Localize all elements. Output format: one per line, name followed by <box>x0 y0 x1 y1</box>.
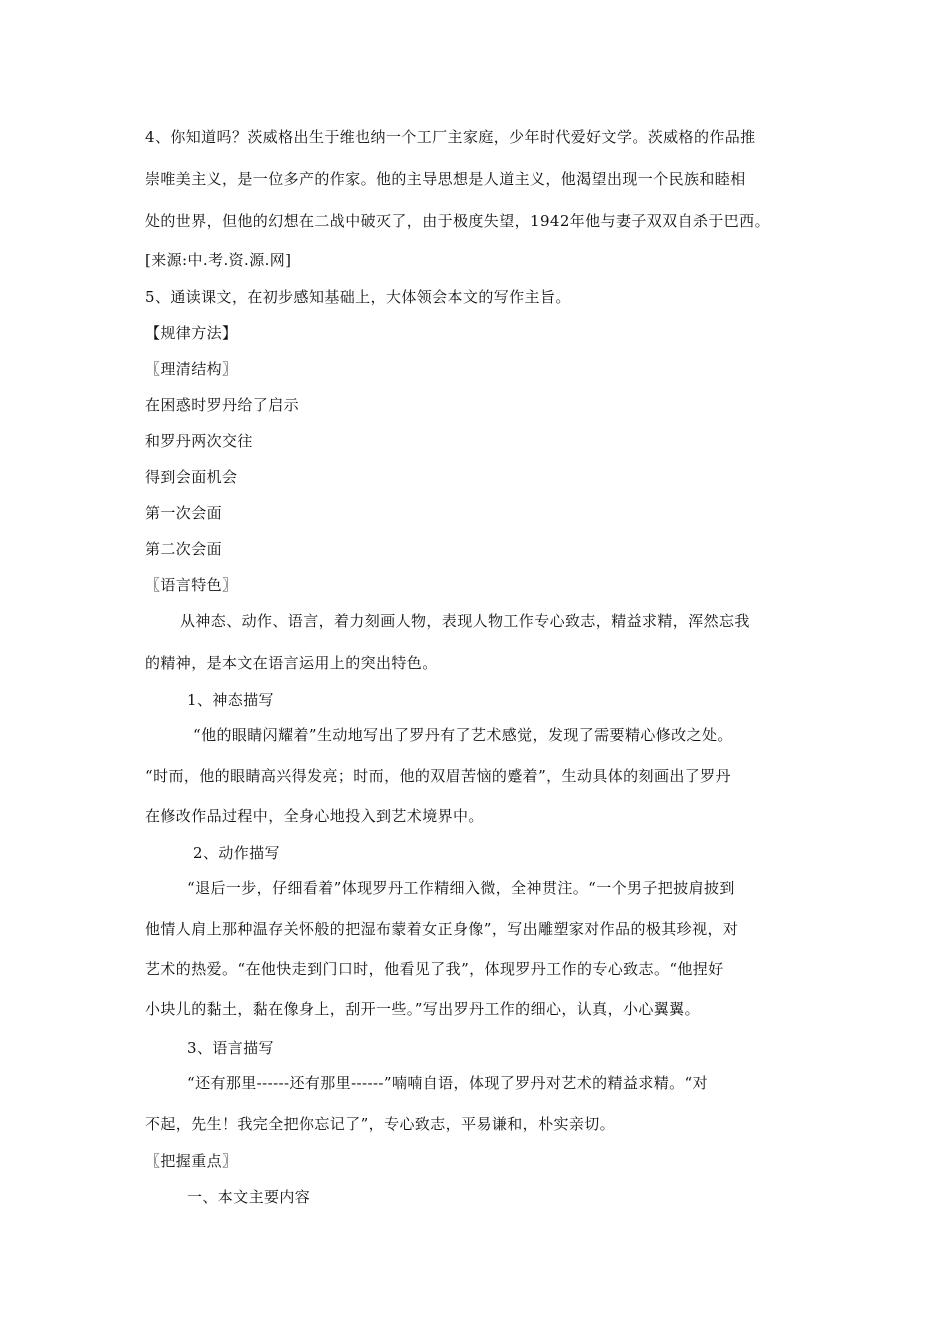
subsection-title-expression: 1、神态描写 <box>187 691 274 709</box>
paragraph-5: 5、通读课文，在初步感知基础上，大体领会本文的写作主旨。 <box>145 288 571 306</box>
subsection-title-action: 2、动作描写 <box>193 844 280 862</box>
structure-item: 第一次会面 <box>145 504 223 522</box>
speech-line-1: “还有那里------还有那里------”喃喃自语，体现了罗丹对艺术的精益求精。“对 <box>187 1074 709 1092</box>
language-heading: 〖语言特色〗 <box>145 576 238 594</box>
language-intro-line-1: 从神态、动作、语言，着力刻画人物，表现人物工作专心致志，精益求精，浑然忘我 <box>180 612 750 630</box>
speech-line-2: 不起，先生！我完全把你忘记了”，专心致志，平易谦和，朴实亲切。 <box>145 1115 616 1133</box>
key-points-heading: 〖把握重点〗 <box>145 1152 238 1170</box>
section-heading-method: 【规律方法】 <box>145 324 238 342</box>
subsection-title-speech: 3、语言描写 <box>187 1039 274 1057</box>
structure-item: 在困惑时罗丹给了启示 <box>145 396 300 414</box>
source-note: [来源:中.考.资.源.网] <box>145 251 292 269</box>
expression-line-2: “时而，他的眼睛高兴得发亮；时而，他的双眉苦恼的蹙着”，生动具体的刻画出了罗丹 <box>145 767 731 785</box>
structure-item: 第二次会面 <box>145 540 223 558</box>
structure-item: 和罗丹两次交往 <box>145 432 253 450</box>
expression-line-3: 在修改作品过程中，全身心地投入到艺术境界中。 <box>145 807 484 825</box>
key-points-item-1: 一、本文主要内容 <box>187 1188 311 1206</box>
language-intro-line-2: 的精神，是本文在语言运用上的突出特色。 <box>145 654 438 672</box>
expression-line-1: “他的眼睛闪耀着”生动地写出了罗丹有了艺术感觉，发现了需要精心修改之处。 <box>193 726 733 744</box>
paragraph-4-line-1: 4、你知道吗？茨威格出生于维也纳一个工厂主家庭，少年时代爱好文学。茨威格的作品推 <box>145 128 756 146</box>
action-line-4: 小块儿的黏土，黏在像身上，刮开一些。”写出罗丹工作的细心，认真，小心翼翼。 <box>145 1000 700 1018</box>
action-line-3: 艺术的热爱。“在他快走到门口时，他看见了我”，体现罗丹工作的专心致志。“他捏好 <box>145 960 724 978</box>
paragraph-4-line-2: 崇唯美主义，是一位多产的作家。他的主导思想是人道主义，他渴望出现一个民族和睦相 <box>145 170 746 188</box>
action-line-2: 他情人肩上那种温存关怀般的把湿布蒙着女正身像”，写出雕塑家对作品的极其珍视，对 <box>145 920 739 938</box>
paragraph-4-line-3: 处的世界，但他的幻想在二战中破灭了，由于极度失望，1942年他与妻子双双自杀于巴西。 <box>145 212 770 230</box>
action-line-1: “退后一步，仔细看着”体现罗丹工作精细入微，全神贯注。“一个男子把披肩披到 <box>187 879 735 897</box>
structure-heading: 〖理清结构〗 <box>145 360 238 378</box>
structure-item: 得到会面机会 <box>145 468 238 486</box>
